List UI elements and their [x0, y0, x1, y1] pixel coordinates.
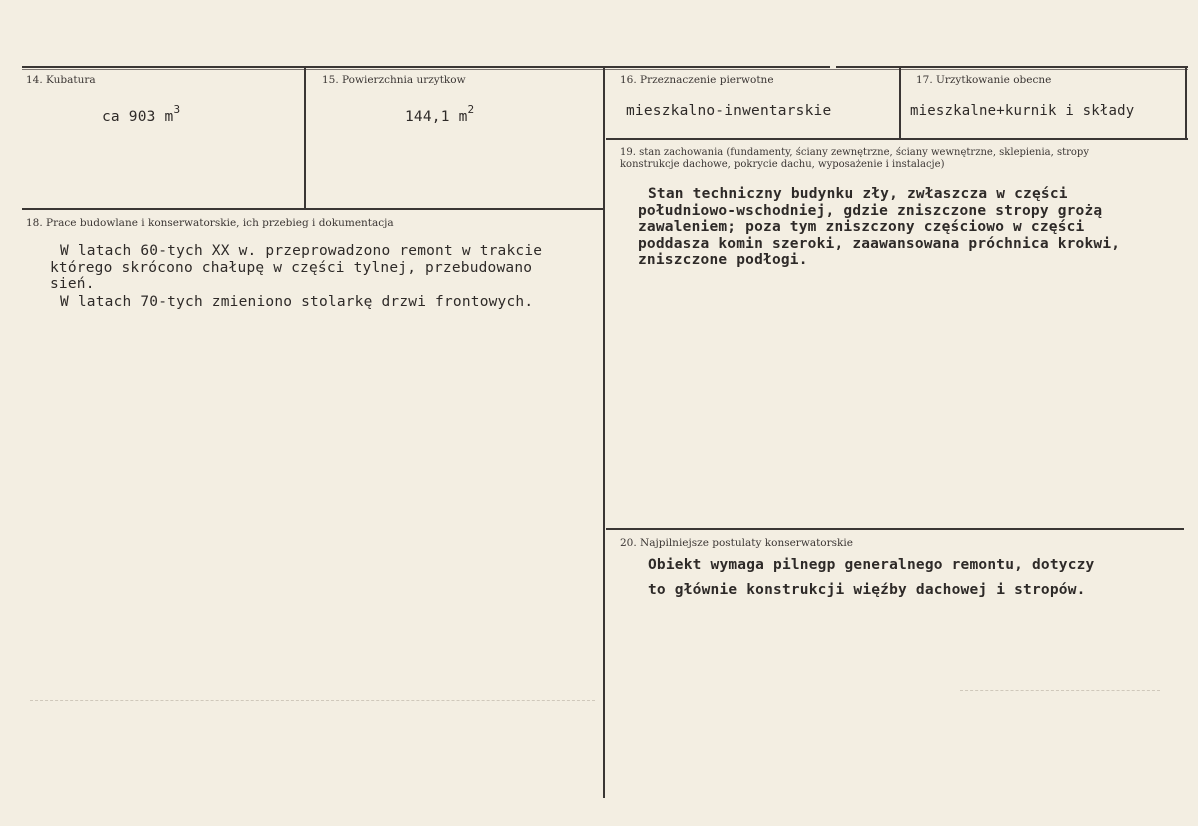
stan-line-5: zniszczone podłogi.	[638, 252, 808, 268]
faint-guide-left	[30, 700, 595, 701]
kubatura-exponent: 3	[173, 103, 181, 116]
przeznaczenie-label: 16. Przeznaczenie pierwotne	[620, 74, 774, 86]
uzytkowanie-value: mieszkalne+kurnik i składy	[910, 103, 1135, 119]
divider-center	[603, 68, 605, 798]
kubatura-value-text: ca 903 m	[102, 109, 174, 125]
kubatura-label: 14. Kubatura	[26, 74, 96, 86]
powierzchnia-value-text: 144,1 m	[405, 109, 468, 125]
powierzchnia-label: 15. Powierzchnia urzytkow	[322, 74, 466, 86]
powierzchnia-exponent: 2	[467, 103, 475, 116]
prace-line-1: W latach 60-tych XX w. przeprowadzono remont w trakcie	[60, 243, 543, 259]
divider-14-15	[304, 68, 306, 209]
top-rule-left	[22, 66, 830, 68]
top-rule-right	[836, 66, 1188, 68]
kubatura-value	[102, 102, 180, 125]
divider-16-17	[899, 68, 901, 139]
right-row2-bottom-rule	[606, 528, 1184, 530]
left-row1-bottom-rule	[22, 208, 604, 210]
top-rule-inner	[22, 69, 1188, 70]
postulaty-line-1: Obiekt wymaga pilnegp generalnego remontu, dotyczy	[648, 557, 1095, 573]
divider-right-edge	[1185, 68, 1187, 140]
stan-label-line-2: konstrukcje dachowe, pokrycie dachu, wyposażenie i instalacje)	[620, 159, 945, 170]
prace-label: 18. Prace budowlane i konserwatorskie, ich przebieg i dokumentacja	[26, 217, 394, 229]
stan-line-3: zawaleniem; poza tym zniszczony częściowo w części	[638, 219, 1085, 235]
prace-line-4: W latach 70-tych zmieniono stolarkę drzwi frontowych.	[60, 294, 534, 310]
postulaty-line-2: to głównie konstrukcji więźby dachowej i stropów.	[648, 582, 1086, 598]
uzytkowanie-label: 17. Urzytkowanie obecne	[916, 74, 1052, 86]
przeznaczenie-value: mieszkalno-inwentarskie	[626, 103, 832, 119]
stan-line-4: poddasza komin szeroki, zaawansowana próchnica krokwi,	[638, 236, 1121, 252]
stan-label-line-1: 19. stan zachowania (fundamenty, ściany zewnętrzne, ściany wewnętrzne, sklepienia, stropy	[620, 147, 1089, 158]
stan-line-2: południowo-wschodniej, gdzie zniszczone stropy grożą	[638, 203, 1103, 219]
powierzchnia-value	[405, 102, 474, 125]
prace-line-2: którego skrócono chałupę w części tylnej, przebudowano	[50, 260, 533, 276]
postulaty-label: 20. Najpilniejsze postulaty konserwatorskie	[620, 537, 853, 549]
prace-line-3: sień.	[50, 276, 95, 292]
right-row1-bottom-rule	[606, 138, 1188, 140]
faint-guide-right	[960, 690, 1160, 691]
stan-line-1: Stan techniczny budynku zły, zwłaszcza w części	[648, 186, 1068, 202]
